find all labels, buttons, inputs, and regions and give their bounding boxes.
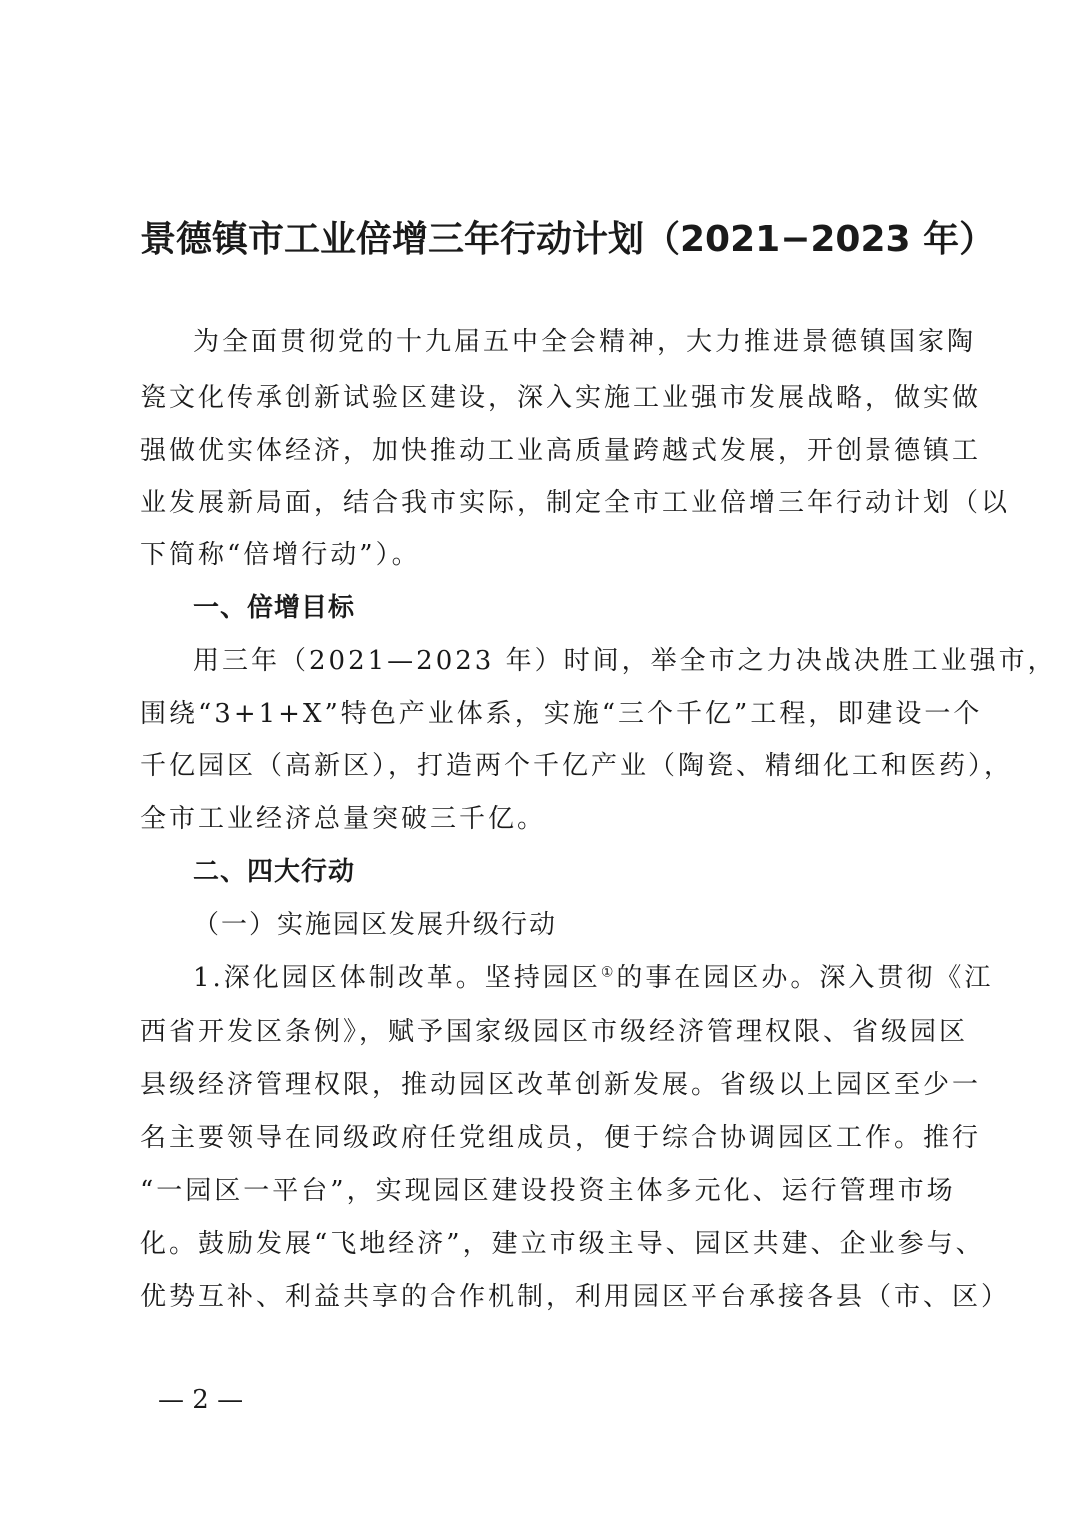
item-text: 1.深化园区体制改革。坚持园区: [193, 963, 601, 993]
document-title: 景德镇市工业倍增三年行动计划（2021−2023 年）: [140, 219, 996, 260]
item-text: 的事在园区办。深入贯彻《江: [616, 963, 994, 993]
paragraph-line: 全市工业经济总量突破三千亿。: [140, 804, 547, 834]
section-heading: 二、四大行动: [193, 857, 356, 887]
paragraph-line: [193, 958, 994, 998]
paragraph-line: 西省开发区条例》，赋予国家级园区市级经济管理权限、省级园区: [140, 1017, 969, 1047]
paragraph-line: 强做优实体经济，加快推动工业高质量跨越式发展，开创景德镇工: [140, 436, 982, 466]
paragraph-line: 为全面贯彻党的十九届五中全会精神，大力推进景德镇国家陶: [193, 327, 977, 357]
paragraph-line: 围绕“3+1+X”特色产业体系，实施“三个千亿”工程，即建设一个: [140, 699, 983, 729]
paragraph-line: 名主要领导在同级政府任党组成员，便于综合协调园区工作。推行: [140, 1123, 982, 1153]
paragraph-line: 化。鼓励发展“飞地经济”，建立市级主导、园区共建、企业参与、: [140, 1229, 985, 1259]
paragraph-line: 优势互补、利益共享的合作机制，利用园区平台承接各县（市、区）: [140, 1282, 1011, 1312]
section-heading: 一、倍增目标: [193, 593, 356, 623]
footnote-marker: ①: [600, 964, 617, 981]
paragraph-line: 瓷文化传承创新试验区建设，深入实施工业强市发展战略，做实做: [140, 383, 982, 413]
paragraph-line: 下简称“倍增行动”）。: [140, 540, 421, 570]
paragraph-line: 业发展新局面，结合我市实际，制定全市工业倍增三年行动计划（以: [140, 488, 1011, 518]
subsection-heading: （一）实施园区发展升级行动: [193, 910, 558, 940]
paragraph-line: 用三年（2021—2023 年）时间，举全市之力决战决胜工业强市，: [193, 646, 1057, 676]
paragraph-line: “一园区一平台”，实现园区建设投资主体多元化、运行管理市场: [140, 1176, 956, 1206]
paragraph-line: 县级经济管理权限，推动园区改革创新发展。省级以上园区至少一: [140, 1070, 982, 1100]
page-number: — 2 —: [158, 1385, 244, 1415]
paragraph-line: 千亿园区（高新区），打造两个千亿产业（陶瓷、精细化工和医药），: [140, 751, 1014, 781]
